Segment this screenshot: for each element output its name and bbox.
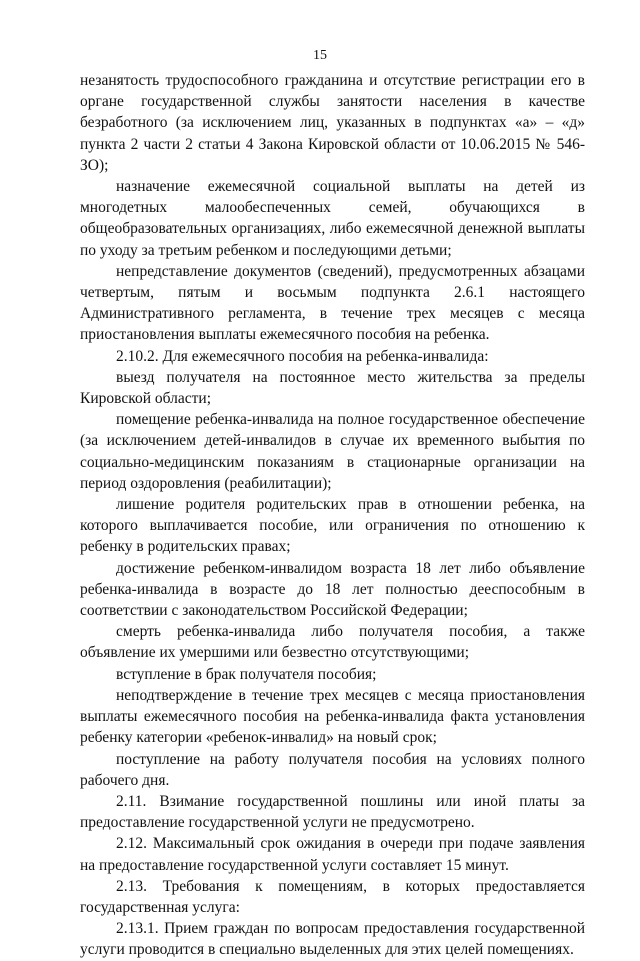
section-paragraph: 2.12. Максимальный срок ожидания в очереди при подаче заявления на предоставление государственной услуги составляет 15 минут. bbox=[80, 835, 585, 874]
paragraph: смерть ребенка-инвалида либо получателя пособия, а также объявление их умершими или безвестно отсутствующими; bbox=[80, 623, 585, 662]
page-number: 15 bbox=[313, 48, 327, 63]
paragraph: незанятость трудоспособного гражданина и отсутствие регистрации его в органе государственной службы занятости населения в качестве безработного (за исключением лиц, указанных в подпунктах «а» – «д» пункта 2 части 2 статьи 4 Закона Кировской области от 10.06.2015 № 546-ЗО); bbox=[80, 72, 585, 174]
paragraph: выезд получателя на постоянное место жительства за пределы Кировской области; bbox=[80, 368, 585, 408]
section-paragraph: 2.13. Требования к помещениям, в которых предоставляется государственная услуга: bbox=[80, 877, 585, 916]
paragraph: поступление на работу получателя пособия на условиях полного рабочего дня. bbox=[80, 750, 585, 789]
paragraph: помещение ребенка-инвалида на полное государственное обеспечение (за исключением детей-инвалидов в случае их временного выбытия по социально-медицинским показаниям в стационарные организации на период оздоровления (реабилитации); bbox=[80, 411, 585, 492]
paragraph: назначение ежемесячной социальной выплаты на детей из многодетных малообеспеченных семей, обучающихся в общеобразовательных организациях, либо ежемесячной денежной выплаты по уходу за третьим ребенком и последующими детьми; bbox=[80, 178, 585, 259]
paragraph: непредставление документов (сведений), предусмотренных абзацами четвертым, пятым и восьмым подпункта 2.6.1 настоящего Административного регламента, в течение трех месяцев с месяца приостановления выплаты ежемесячного пособия на ребенка. bbox=[80, 262, 585, 344]
section-paragraph: 2.11. Взимание государственной пошлины или иной платы за предоставление государственной услуги не предусмотрено. bbox=[80, 792, 585, 832]
document-body bbox=[80, 70, 585, 961]
section-paragraph: 2.13.1. Прием граждан по вопросам предоставления государственной услуги проводится в специально выделенных для этих целей помещениях. bbox=[80, 920, 585, 959]
paragraph: неподтверждение в течение трех месяцев с месяца приостановления выплаты ежемесячного пособия на ребенка-инвалида факта установления ребенку категории «ребенок-инвалид» на новый срок; bbox=[80, 686, 585, 747]
paragraph: лишение родителя родительских прав в отношении ребенка, на которого выплачивается пособие, или ограничения по отношению к ребенку в родительских правах; bbox=[80, 496, 585, 556]
section-heading: 2.10.2. Для ежемесячного пособия на ребенка-инвалида: bbox=[116, 347, 489, 365]
paragraph: вступление в брак получателя пособия; bbox=[116, 665, 377, 683]
paragraph: достижение ребенком-инвалидом возраста 18 лет либо объявление ребенка-инвалида в возрасте до 18 лет полностью дееспособным в соответствии с законодательством Российской Федерации; bbox=[80, 559, 585, 620]
